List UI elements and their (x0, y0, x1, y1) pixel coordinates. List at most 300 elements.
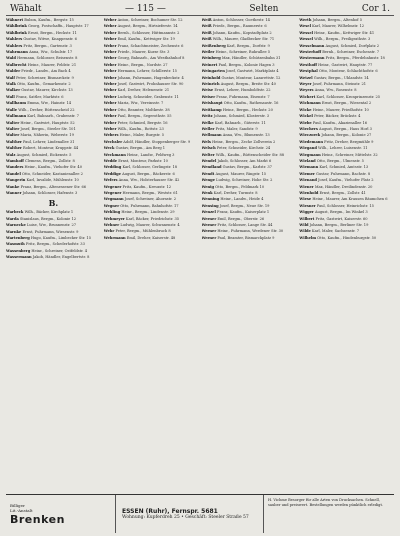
entry-details: Franz, Fuhrmann, Eisenstr. 7 (215, 94, 270, 99)
entry-details: Heinr., Bergm., Zeche Zollverein 2 (210, 139, 276, 144)
directory-entry (299, 159, 394, 164)
directory-column-3 (202, 18, 297, 490)
entry-surname: Wehling (103, 210, 121, 215)
directory-entry (202, 31, 297, 36)
directory-entry (6, 82, 101, 87)
entry-details: Emil, Bergm., Oberstr. 26 (216, 216, 265, 221)
entry-details: Fritz, Maler, Sandstr. 9 (214, 126, 258, 131)
entry-surname: Wanders (6, 165, 24, 170)
entry-details: Josef, Gastwirt, Marktplatz 4 (224, 69, 279, 74)
directory-entry (6, 101, 101, 106)
directory-entry (104, 37, 199, 42)
entry-details: Paul, Beamter, Bismarckplatz 9 (216, 235, 275, 240)
entry-details: Otto, Beamter, Moltkestr. 38 (116, 107, 170, 112)
directory-entry (299, 69, 394, 74)
entry-surname: Weinberg (201, 56, 221, 61)
entry-details: Ludwig, Maurer, Schwanenstr. 4 (119, 223, 180, 227)
section-letter: B. (48, 198, 59, 209)
entry-details: Friedr., Maurer, Kurze Str. 3 (116, 50, 170, 55)
entry-surname: Westphal (299, 69, 318, 74)
directory-entry (299, 31, 394, 36)
entry-surname: Wilbert (299, 216, 315, 221)
entry-details: Karl, Bahnarb., Güterstr. 11 (213, 120, 266, 125)
entry-details: Wilh., Maurer, Gladbecker Str. 71 (211, 37, 275, 42)
entry-details: Heinr., Kaufm., Viehofer Str. 40 (23, 165, 83, 170)
entry-surname: Welsch (201, 146, 216, 151)
directory-entry (104, 229, 199, 234)
directory-entry (202, 37, 297, 42)
directory-columns (6, 18, 394, 490)
entry-surname: Wechsler (103, 139, 123, 144)
entry-surname: Wiesner (299, 203, 316, 208)
entry-details: Anna, Ww., Schulstr. 17 (27, 50, 73, 55)
directory-entry (299, 204, 394, 209)
entry-surname: Wiegand (299, 146, 317, 151)
directory-entry (202, 133, 297, 138)
entry-surname: Wenzel (201, 210, 216, 215)
directory-entry (6, 249, 101, 254)
entry-details: Heinr., Landw., Heide 4 (219, 197, 264, 202)
directory-entry (104, 236, 199, 241)
directory-entry (299, 101, 394, 106)
entry-details: Wilh., Bäcker, Kirchplatz 1 (23, 210, 74, 215)
directory-entry (6, 37, 101, 42)
directory-entry (202, 44, 297, 49)
directory-entry (6, 242, 101, 247)
entry-details: Ernst, Bergm., Zollstr. 41 (318, 190, 366, 195)
entry-details: Anna, Ww., Rosenstr. 8 (313, 88, 357, 93)
entry-details: Wilh., Dreher, Rüttenscheid 22 (17, 107, 75, 112)
entry-surname: Wiener (299, 184, 314, 189)
entry-surname: Walf (6, 75, 15, 80)
entry-surname: Wegmann (103, 197, 124, 202)
directory-entry (104, 95, 199, 100)
entry-surname: Weber (103, 30, 117, 35)
entry-details: Heinr., Gastwirt, Hauptstr. 52 (19, 120, 75, 125)
page-header (6, 4, 394, 16)
entry-surname: Welke (201, 120, 214, 125)
entry-details: Heinr., Bergm., Lindenstr. 29 (120, 210, 175, 215)
entry-details: Anton, Schlosser, Goethestr. 14 (211, 18, 270, 22)
directory-entry (6, 223, 101, 228)
directory-entry (6, 146, 101, 151)
entry-surname: Walter (6, 126, 20, 131)
header-corner: Cor 1. (361, 4, 390, 14)
entry-surname: Wendland (201, 165, 222, 170)
entry-surname: Wahrmann (6, 50, 28, 55)
entry-surname: Wiemann (299, 165, 319, 170)
entry-details: Ludwig, Schneider, Grabenstr. 11 (116, 94, 179, 99)
entry-surname: Wallmann (6, 114, 27, 119)
entry-details: August, Schmied, Dorfplatz 2 (324, 43, 380, 48)
directory-entry (202, 108, 297, 113)
entry-details: Emil, Dreher, Kaiserstr. 48 (125, 235, 176, 240)
entry-details: Heinr., Schreiner, Ostfeldstr. 4 (30, 248, 87, 253)
directory-entry (104, 172, 199, 177)
entry-surname: Werth (299, 18, 312, 22)
entry-surname: Wartenberg (6, 236, 30, 240)
entry-details: Karl, Schlosser, Gerlingstr. 18 (121, 165, 178, 170)
directory-entry (299, 146, 394, 151)
directory-entry (202, 101, 297, 106)
directory-entry (104, 121, 199, 126)
entry-surname: Weingarten (201, 69, 225, 74)
entry-details: Johann, Kaufm., Kopstadtplatz 2 (211, 30, 272, 35)
entry-surname: Weiß (201, 30, 212, 35)
entry-surname: Wählbrink (6, 30, 27, 35)
entry-surname: Wessel (299, 37, 313, 42)
entry-surname: Werner (201, 223, 217, 227)
entry-details: Otto, Kaufm., Gemarkenstr. 2 (15, 82, 71, 87)
directory-entry (202, 18, 297, 23)
entry-details: Georg, Postschaffn., Hauptstr. 17 (26, 24, 89, 29)
entry-surname: Weddige (103, 171, 121, 176)
entry-surname: Wels (201, 139, 211, 144)
directory-entry (202, 76, 297, 81)
directory-entry (6, 172, 101, 177)
page-number: — 115 — (124, 4, 166, 14)
entry-surname: Wandel (6, 171, 21, 176)
directory-entry (299, 56, 394, 61)
advertisement-footer (6, 494, 394, 533)
entry-surname: Wiegmann (299, 152, 321, 157)
header-right-word: Selten (249, 4, 279, 14)
entry-details: Ernst, Bergm., Wiesental 2 (320, 101, 372, 106)
directory-entry (202, 165, 297, 170)
directory-entry (6, 56, 101, 61)
directory-entry (6, 127, 101, 132)
entry-surname: Walter (6, 133, 20, 138)
entry-surname: Weber (103, 107, 117, 112)
directory-entry (202, 159, 297, 164)
entry-details: Heinr., Bergm., Heckstr. 20 (221, 107, 273, 112)
entry-surname: Weyer (299, 82, 312, 87)
entry-surname: Walter (6, 120, 20, 125)
entry-surname: Walz (6, 152, 16, 157)
directory-entry (6, 50, 101, 55)
ad-city-phone: ESSEN (Ruhr), Fernspr. 5681 (122, 508, 218, 515)
entry-surname: Wall (6, 94, 15, 99)
entry-surname: Wilhelm (299, 235, 317, 240)
entry-details: Ernst, Monteur, Parkstr. 10 (117, 158, 168, 163)
entry-surname: Wenning (201, 197, 220, 202)
entry-details: Jakob, Händler, Engelbertstr. 8 (31, 255, 90, 260)
entry-surname: Wasmuth (6, 242, 25, 247)
directory-entry (299, 236, 394, 241)
entry-surname: Weber (103, 69, 117, 74)
entry-details: Josef, Bergm., Steeler Str. 101 (19, 126, 76, 131)
entry-details: Heinr., Bergm., Nordstr. 27 (116, 62, 168, 67)
directory-entry (299, 95, 394, 100)
entry-details: Otto, Bergm., Ulmenstr. 5 (315, 158, 364, 163)
entry-surname: Weiß (201, 37, 212, 42)
directory-entry (202, 191, 297, 196)
entry-details: Karl, Schmied, Amtsstr. 13 (318, 165, 369, 170)
directory-entry (6, 210, 101, 215)
entry-details: Fritz, Bergm., Pferdebahnstr. 18 (324, 56, 385, 61)
entry-details: Gustav, Bergm., Karlstr. 37 (221, 165, 272, 170)
directory-entry (202, 140, 297, 145)
directory-entry (202, 56, 297, 61)
entry-details: August, Maurer, Ringstr. 15 (214, 171, 267, 176)
directory-entry (104, 165, 199, 170)
directory-entry (202, 217, 297, 222)
directory-entry (104, 210, 199, 215)
entry-details: Ernst, Fuhrmann, Wiesenstr. 9 (21, 229, 79, 234)
entry-details: Fritz, Bergm., Gartenstr. 3 (22, 43, 72, 48)
entry-surname: Weber (103, 82, 117, 87)
entry-details: Otto, Monteur, Schlachthofstr. 6 (317, 69, 378, 74)
directory-entry (202, 114, 297, 119)
entry-details: Josef, Bergm., Neue Str. 19 (218, 203, 270, 208)
entry-surname: Weller (201, 126, 215, 131)
directory-entry (299, 229, 394, 234)
directory-entry (299, 63, 394, 68)
directory-entry (6, 165, 101, 170)
directory-entry (104, 63, 199, 68)
directory-entry (202, 172, 297, 177)
directory-entry (6, 140, 101, 145)
directory-entry (299, 127, 394, 132)
directory-entry (104, 153, 199, 158)
directory-entry (104, 127, 199, 132)
entry-details: Hermann, Lehrer, Schillerstr. 15 (116, 69, 177, 74)
entry-details: Gustav, Bergm., Am Berg 1 (114, 146, 166, 151)
entry-surname: Weber (103, 126, 117, 131)
entry-surname: Wegener (103, 184, 122, 189)
entry-details: Luise, Ww., Brunnenstr. 27 (25, 223, 77, 228)
ad-brand-block (6, 495, 116, 533)
entry-details: August, Schmied, Eickenstr. 5 (15, 152, 72, 157)
directory-column-4 (299, 18, 394, 490)
entry-details: Heinr., Kaufm., Kettwiger Str. 41 (312, 30, 375, 35)
directory-entry (6, 121, 101, 126)
entry-surname: Wilde (299, 229, 311, 234)
directory-entry (202, 229, 297, 234)
entry-surname: Wicke (299, 107, 312, 112)
entry-surname: Walther (6, 146, 22, 151)
entry-surname: Weber (103, 88, 117, 93)
entry-surname: Wetzel (299, 75, 313, 80)
entry-details: August, Bergm., Hirtsieferstr. 14 (116, 24, 178, 29)
directory-entry (202, 223, 297, 228)
entry-surname: Wienhold (299, 190, 319, 195)
entry-details: Josef, Gastwirt, Frohnhauser Str. 90 (116, 82, 184, 87)
entry-surname: Walbrecht (6, 62, 27, 67)
entry-surname: Weber (103, 56, 117, 61)
entry-details: Ludwig, Schreiner, Hohe Str. 2 (214, 178, 273, 183)
entry-details: Heinr., Fuhrmann, Werdener Str. 30 (216, 229, 284, 234)
directory-entry (6, 18, 101, 23)
directory-column-1 (6, 18, 101, 490)
entry-surname: Wegner (103, 203, 120, 208)
entry-surname: Wahlers (6, 43, 23, 48)
directory-entry (202, 127, 297, 132)
directory-entry (299, 210, 394, 215)
directory-entry (6, 31, 101, 36)
directory-entry (104, 18, 199, 23)
entry-details: Heinr., Schreiner, Mittelstr. 32 (320, 152, 378, 157)
entry-details: Wilh., Lehrer, Luisenstr. 11 (316, 146, 368, 151)
entry-details: August, Bergm., Haus Horl 3 (317, 126, 372, 131)
directory-entry (104, 217, 199, 222)
directory-entry (104, 140, 199, 145)
entry-surname: Weyers (299, 88, 314, 93)
directory-entry (104, 204, 199, 209)
entry-details: Hermann, Schlosser, Beisenstr. 8 (15, 56, 78, 61)
directory-column-2 (104, 18, 199, 490)
directory-entry (299, 24, 394, 29)
entry-surname: Weber (103, 50, 117, 55)
entry-details: Josef, Schreiner, Ahornstr. 2 (123, 197, 176, 202)
entry-surname: Weber (103, 114, 117, 119)
entry-details: Otto, Schneider, Kastanienallee 2 (20, 171, 83, 176)
entry-details: Clemens, Bergm., Zollstr. 8 (23, 158, 75, 163)
entry-surname: Warnke (6, 229, 22, 234)
entry-details: Paul, Bergm., Segerothstr. 55 (116, 114, 172, 119)
entry-surname: Westerhoff (299, 50, 322, 55)
entry-surname: Wieland (299, 158, 316, 163)
entry-details: Anna, Ww., Blumenstr. 13 (221, 133, 270, 138)
entry-surname: Weber (103, 37, 117, 42)
entry-details: Heinr., Maurer, Am Krausen Bäumchen 6 (311, 197, 388, 202)
directory-entry (299, 191, 394, 196)
entry-surname: Weißenberg (201, 43, 226, 48)
entry-surname: Weber (103, 43, 117, 48)
entry-details: Johann, Fuhrmann, Hagenbeckstr. 4 (116, 75, 184, 80)
entry-details: Fritz, Dreher, Bergmühle 9 (323, 139, 374, 144)
directory-entry (299, 165, 394, 170)
directory-entry (299, 50, 394, 55)
entry-details: Wilh., Kaufm., Rottstr. 23 (116, 126, 164, 131)
entry-surname: Walther (6, 139, 22, 144)
entry-details: Stanislaus, Bergm., Kolonie 12 (18, 216, 77, 221)
entry-surname: Walk (6, 82, 16, 87)
directory-entry (299, 153, 394, 158)
entry-details: Anna, Ww., Holsterhauser Str. 42 (117, 178, 180, 183)
directory-entry (104, 223, 199, 228)
entry-surname: Weber (103, 120, 117, 125)
entry-surname: Wehner (103, 223, 120, 227)
directory-entry (299, 140, 394, 145)
entry-details: Emil, Kaufm., Kettwiger Str. 19 (116, 37, 175, 42)
entry-surname: Wählbrink (6, 24, 27, 29)
entry-details: Johann, Schmied, Klosterstr. 3 (212, 114, 270, 119)
entry-surname: Wild (299, 223, 309, 227)
ad-contact-block (116, 495, 264, 533)
directory-entry (104, 56, 199, 61)
entry-details: Johann, Bergm., Altenhof 5 (311, 18, 363, 22)
entry-surname: Wallbaum (6, 101, 27, 106)
entry-details: Gustav, Fuhrmann, Bachstr. 8 (314, 171, 371, 176)
directory-entry (202, 95, 297, 100)
entry-surname: Weck (103, 146, 115, 151)
entry-surname: Wesselmann (299, 43, 325, 48)
entry-surname: Wassermann (6, 255, 32, 260)
entry-surname: Wiedemann (299, 139, 324, 144)
entry-surname: Wenk (201, 190, 213, 195)
entry-details: August, Bergm., Bäckerstr. 6 (120, 171, 175, 176)
directory-entry (6, 108, 101, 113)
directory-entry (202, 153, 297, 158)
entry-surname: Wehmeyer (103, 216, 125, 221)
directory-entry (6, 24, 101, 29)
directory-entry (6, 178, 101, 183)
directory-entry (299, 108, 394, 113)
directory-entry (202, 63, 297, 68)
directory-entry (104, 178, 199, 183)
entry-surname: Weise (201, 88, 214, 93)
entry-details: Peter, Schmied, Bergstr. 16 (116, 120, 168, 125)
entry-surname: Wanner (6, 190, 22, 195)
ad-small-text: Billiger (10, 502, 25, 508)
entry-details: Otto, Kaufm., Hindenburgstr. 50 (316, 235, 377, 240)
directory-entry (299, 223, 394, 228)
entry-details: Karl, Invalide, Mühlenstr. 10 (25, 178, 79, 183)
entry-details: Otto, Fuhrmann, Bahnhofstr. 17 (119, 203, 179, 208)
entry-details: Heinr., Maler, Burgstr. 5 (118, 133, 164, 138)
entry-details: Karl, Maurer, Wilhelmstr. 12 (310, 24, 365, 29)
entry-surname: Wedding (103, 165, 122, 170)
entry-details: Heinr., Gastwirt, Hauptstr. 77 (316, 62, 373, 67)
directory-entry (299, 88, 394, 93)
entry-details: Anton, Schreiner, Bochumer Str. 12 (116, 18, 183, 22)
entry-details: Franz, Sattler, Marktstr. 6 (14, 94, 64, 99)
entry-details: Karl, Maler, Sachsenstr. 7 (310, 229, 359, 234)
entry-surname: Wähnert (6, 18, 24, 22)
entry-details: Karl, Bäcker, Friedrichstr. 35 (124, 216, 180, 221)
entry-details: Gustav, Bergm., Uhlandstr. 14 (312, 75, 369, 80)
entry-surname: Wichert (299, 94, 316, 99)
directory-entry (104, 69, 199, 74)
entry-details: Paul, Schlosser, Heinrichstr. 15 (315, 203, 374, 208)
entry-surname: Welter (201, 152, 215, 157)
entry-surname: Weber (103, 101, 117, 106)
directory-entry (299, 114, 394, 119)
directory-entry (6, 95, 101, 100)
entry-details: August, Bergm., Im Winkel 3 (313, 210, 368, 215)
entry-details: Fritz, Kaufm., Kreuzstr. 12 (121, 184, 172, 189)
entry-surname: Weiß (201, 24, 212, 29)
entry-surname: Weber (103, 62, 117, 67)
entry-surname: Wehr (103, 229, 115, 234)
entry-surname: Weber (103, 18, 117, 22)
directory-entry (104, 197, 199, 202)
entry-surname: Wichmann (299, 101, 321, 106)
entry-surname: Walle (6, 107, 18, 112)
entry-surname: Walker (6, 88, 21, 93)
entry-surname: Walder (6, 69, 21, 74)
entry-surname: Weitz (201, 114, 213, 119)
entry-surname: Wefers (103, 178, 118, 183)
entry-details: Franz, Kaufm., Kaiserplatz 1 (215, 210, 270, 215)
directory-entry (6, 88, 101, 93)
entry-surname: Wienand (299, 178, 317, 183)
directory-entry (299, 197, 394, 202)
directory-entry (202, 24, 297, 29)
entry-surname: Wangerin (6, 178, 26, 183)
directory-entry (104, 108, 199, 113)
directory-entry (104, 133, 199, 138)
directory-entry (6, 191, 101, 196)
entry-details: Hermann, Bergm., Weststr. 61 (121, 190, 178, 195)
entry-details: Peter, Schneider, Kirchstr. 24 (215, 146, 271, 151)
entry-surname: Wegener (103, 190, 122, 195)
entry-surname: Wigger (299, 210, 314, 215)
entry-details: Josef, Kaufm., Viehofer Platz 2 (316, 178, 374, 183)
directory-entry (202, 50, 297, 55)
entry-surname: Warda (6, 216, 19, 221)
